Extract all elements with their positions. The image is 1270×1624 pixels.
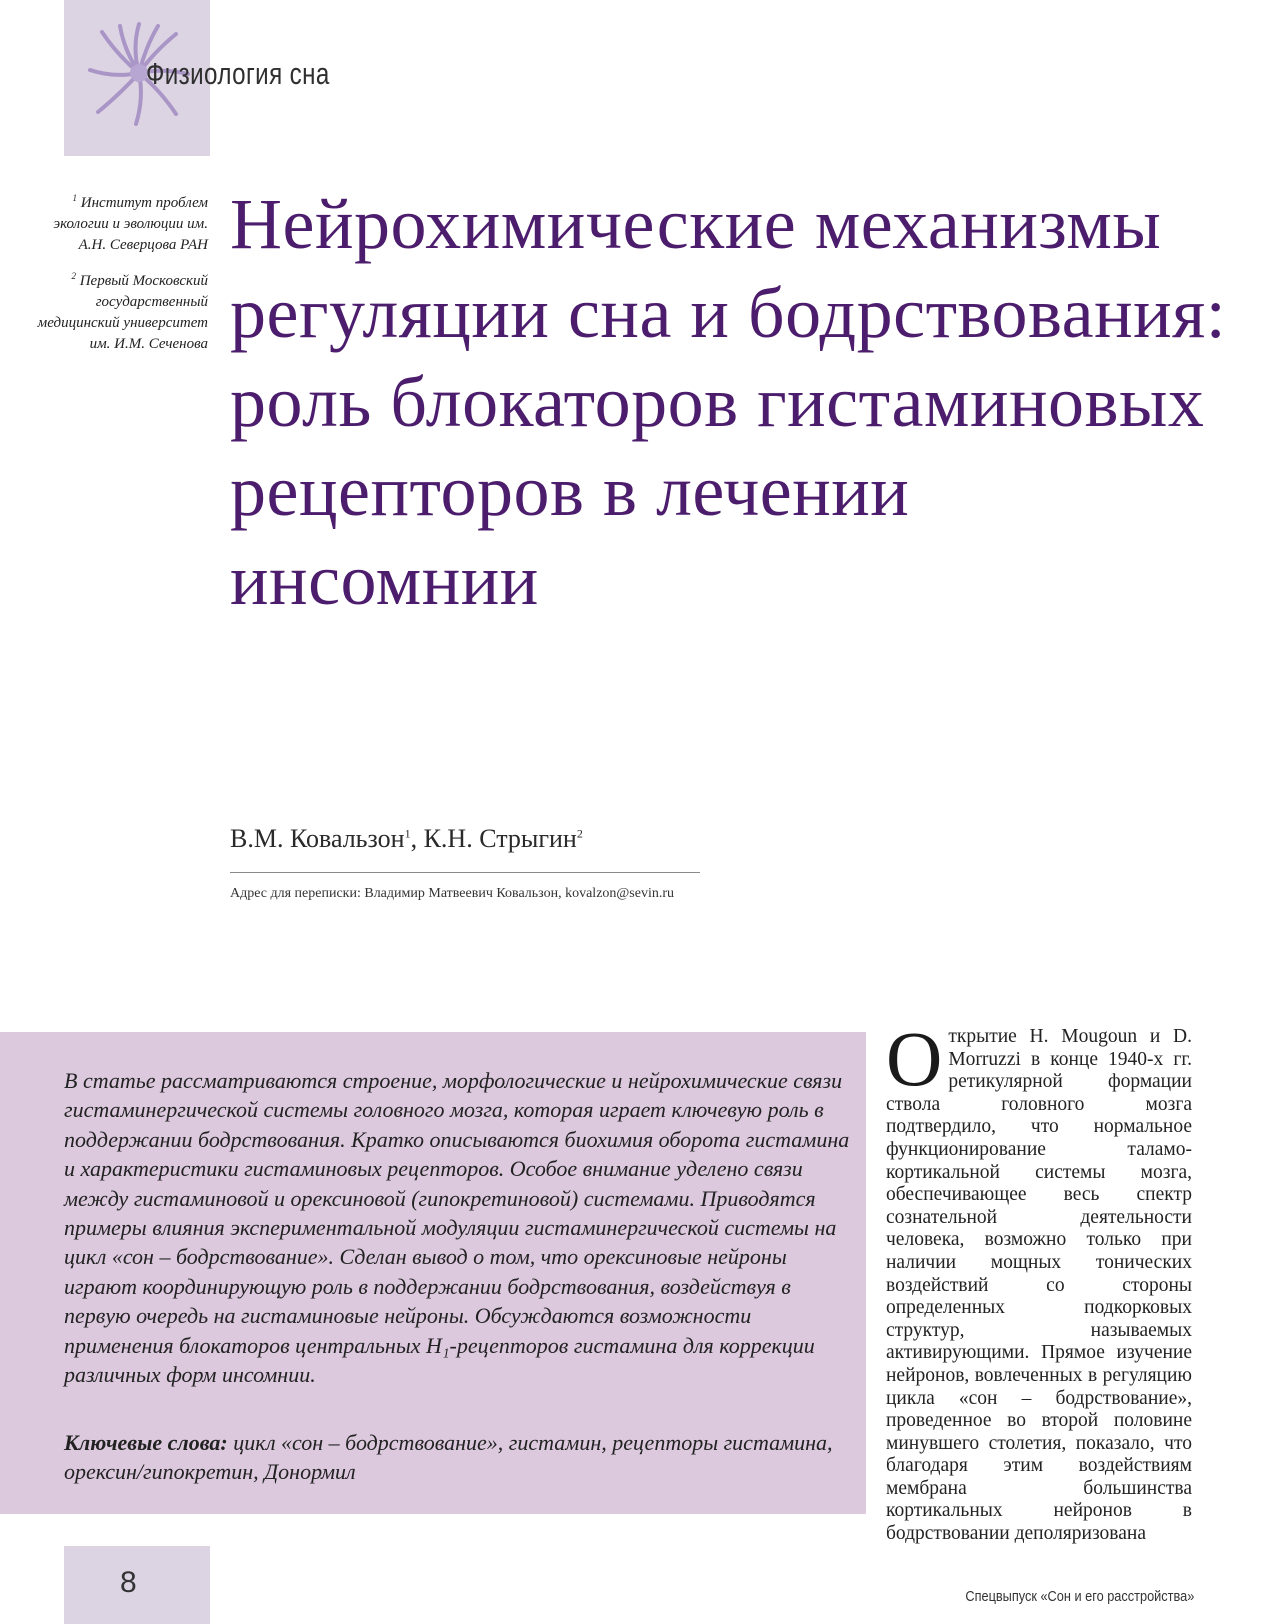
drop-cap: О xyxy=(886,1015,943,1102)
authors xyxy=(230,824,583,854)
author-2: К.Н. Стрыгин xyxy=(423,824,577,853)
keywords-text: цикл «сон – бодрствование», гистамин, рецепторы гистамина, орексин/гипокретин, Донормил xyxy=(64,1430,833,1485)
affiliation-1 xyxy=(24,188,208,256)
author-separator: , xyxy=(410,824,424,853)
affiliation-1-marker: 1 xyxy=(72,193,78,203)
section-title: Физиология сна xyxy=(146,56,330,91)
keywords-label: Ключевые слова: xyxy=(64,1430,228,1455)
author-2-affiliation-marker: 2 xyxy=(576,826,583,841)
article-title: Нейрохимические механизмы регуляции сна и бодрствования: роль блокаторов гистаминовых рецепторов в лечении инсомнии xyxy=(230,184,1227,620)
author-1-affiliation-marker: 1 xyxy=(404,826,411,841)
footer-block xyxy=(64,1546,210,1624)
authors-divider xyxy=(230,872,700,873)
affiliation-1-text: Институт проблем экологии и эволюции им. А.Н. Северцова РАН xyxy=(53,195,208,253)
author-1: В.М. Ковальзон xyxy=(230,824,405,853)
affiliation-2 xyxy=(24,266,208,355)
page-number: 8 xyxy=(120,1566,137,1599)
abstract-text: В статье рассматриваются строение, морфологические и нейрохимические связи гистаминергической системы головного мозга, которая играет ключевую роль в поддержании бодрствования. Кратко описываются биохимия оборота гистамина и характеристики гистаминовых рецепторов. Особое внимание уделено связи между гистаминовой и орексиновой (гипокретиновой) системами. Приводятся примеры влияния экспериментальной модуляции гистаминергической системы на цикл «сон – бодрствование». Сделан вывод о том, что орексиновые нейроны играют координирующую роль в поддержании бодрствования, воздействуя в первую очередь на гистаминовые нейроны. Обсуждаются возможности применения блокаторов центральных H₁-рецепторов гистамина для коррекции различных форм инсомнии. xyxy=(64,1068,850,1388)
running-footer: Спецвыпуск «Сон и его расстройства» xyxy=(965,1588,1194,1605)
affiliation-2-text: Первый Московский государственный медицинский университет им. И.М. Сеченова xyxy=(37,273,208,352)
affiliations xyxy=(24,188,208,365)
affiliation-2-marker: 2 xyxy=(71,271,76,281)
correspondence-address: Адрес для переписки: Владимир Матвеевич Ковальзон, kovalzon@sevin.ru xyxy=(230,886,675,901)
body-text: ткрытие H. Mougoun и D. Morruzzi в конце 1940-х гг. ретикулярной формации ствола головного мозга подтвердило, что нормальное функционирование таламо-кортикальной системы мозга, обеспечивающее весь спектр сознательной деятельности человека, возможно только при наличии мощных тонических воздействий со стороны определенных подкорковых структур, называемых активирующими. Прямое изучение нейронов, вовлеченных в регуляцию цикла «сон – бодрствование», проведенное во второй половине минувшего столетия, показало, что благодаря этим воздействиям мембрана большинства кортикальных нейронов в бодрствовании деполяризована xyxy=(886,1026,1192,1545)
body-text-column xyxy=(886,1015,1192,1546)
keywords xyxy=(64,1428,854,1487)
